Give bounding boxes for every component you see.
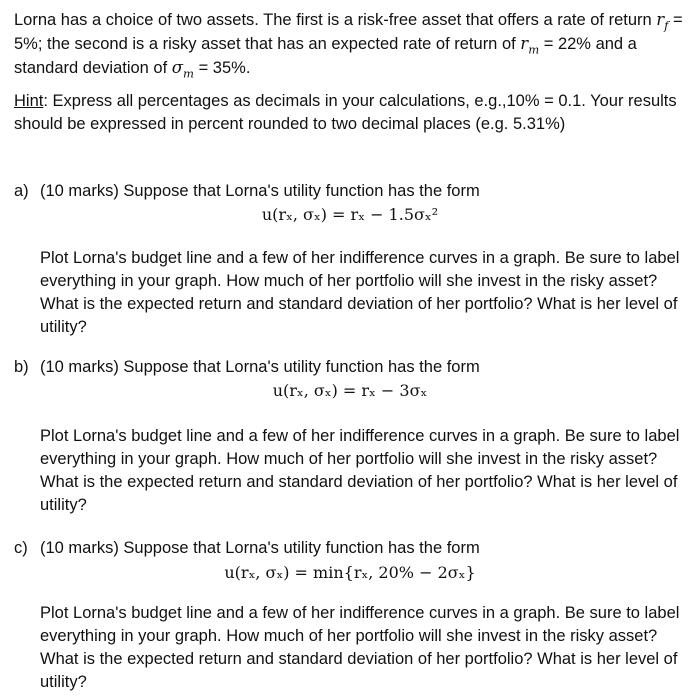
question-a-formula: u(rₓ, σₓ) = rₓ − 1.5σₓ² <box>261 205 439 224</box>
question-b-title: (10 marks) Suppose that Lorna's utility function has the form <box>40 358 480 376</box>
question-c-body: Plot Lorna's budget line and a few of her indifference curves in a graph. Be sure to label everything in your graph. How much of her portfolio will she invest in the risky asset? What is the expected return and standard deviation of her portfolio? What is her level of utility? <box>40 604 680 691</box>
hint-text: : Express all percentages as decimals in your calculations, e.g.,10% = 0.1. Your results should be expressed in percent rounded to two decimal places (e.g. 5.31%) <box>14 92 677 133</box>
intro-text-1: Lorna has a choice of two assets. The first is a risk-free asset that offers a rate of return <box>14 11 657 29</box>
intro-text-3: and a standard deviation of <box>14 35 637 77</box>
rm-symbol: $r_m$ <box>520 34 540 57</box>
sigma-m-symbol: $\sigma_m$ <box>171 58 194 81</box>
question-a-label: a) <box>14 182 29 200</box>
rf-symbol: $r_f$ <box>656 10 669 33</box>
question-b-label: b) <box>14 358 29 376</box>
question-c-label: c) <box>14 539 28 557</box>
sigma-m-value: = 35% <box>194 59 246 77</box>
question-a-title: (10 marks) Suppose that Lorna's utility function has the form <box>40 182 480 200</box>
rf-value: = 5% <box>14 11 683 53</box>
question-c-title: (10 marks) Suppose that Lorna's utility function has the form <box>40 539 480 557</box>
question-b-body: Plot Lorna's budget line and a few of her indifference curves in a graph. Be sure to label everything in your graph. How much of her portfolio will she invest in the risky asset? What is the expected return and standard deviation of her portfolio? What is her level of utility? <box>40 427 680 514</box>
rm-value: = 22% <box>539 35 591 53</box>
intro-text-2: ; the second is a risky asset that has an expected rate of return of <box>37 35 521 53</box>
intro-text-4: . <box>245 59 251 77</box>
hint-label: Hint <box>14 92 44 110</box>
intro-paragraph <box>14 8 690 80</box>
hint-paragraph <box>14 90 690 136</box>
question-a-body: Plot Lorna's budget line and a few of her indifference curves in a graph. Be sure to label everything in your graph. How much of her portfolio will she invest in the risky asset? What is the expected return and standard deviation of her portfolio? What is her level of utility? <box>40 249 680 336</box>
question-b-formula: u(rₓ, σₓ) = rₓ − 3σₓ <box>272 381 428 400</box>
question-c-formula: u(rₓ, σₓ) = min{rₓ, 20% − 2σₓ} <box>224 563 476 582</box>
